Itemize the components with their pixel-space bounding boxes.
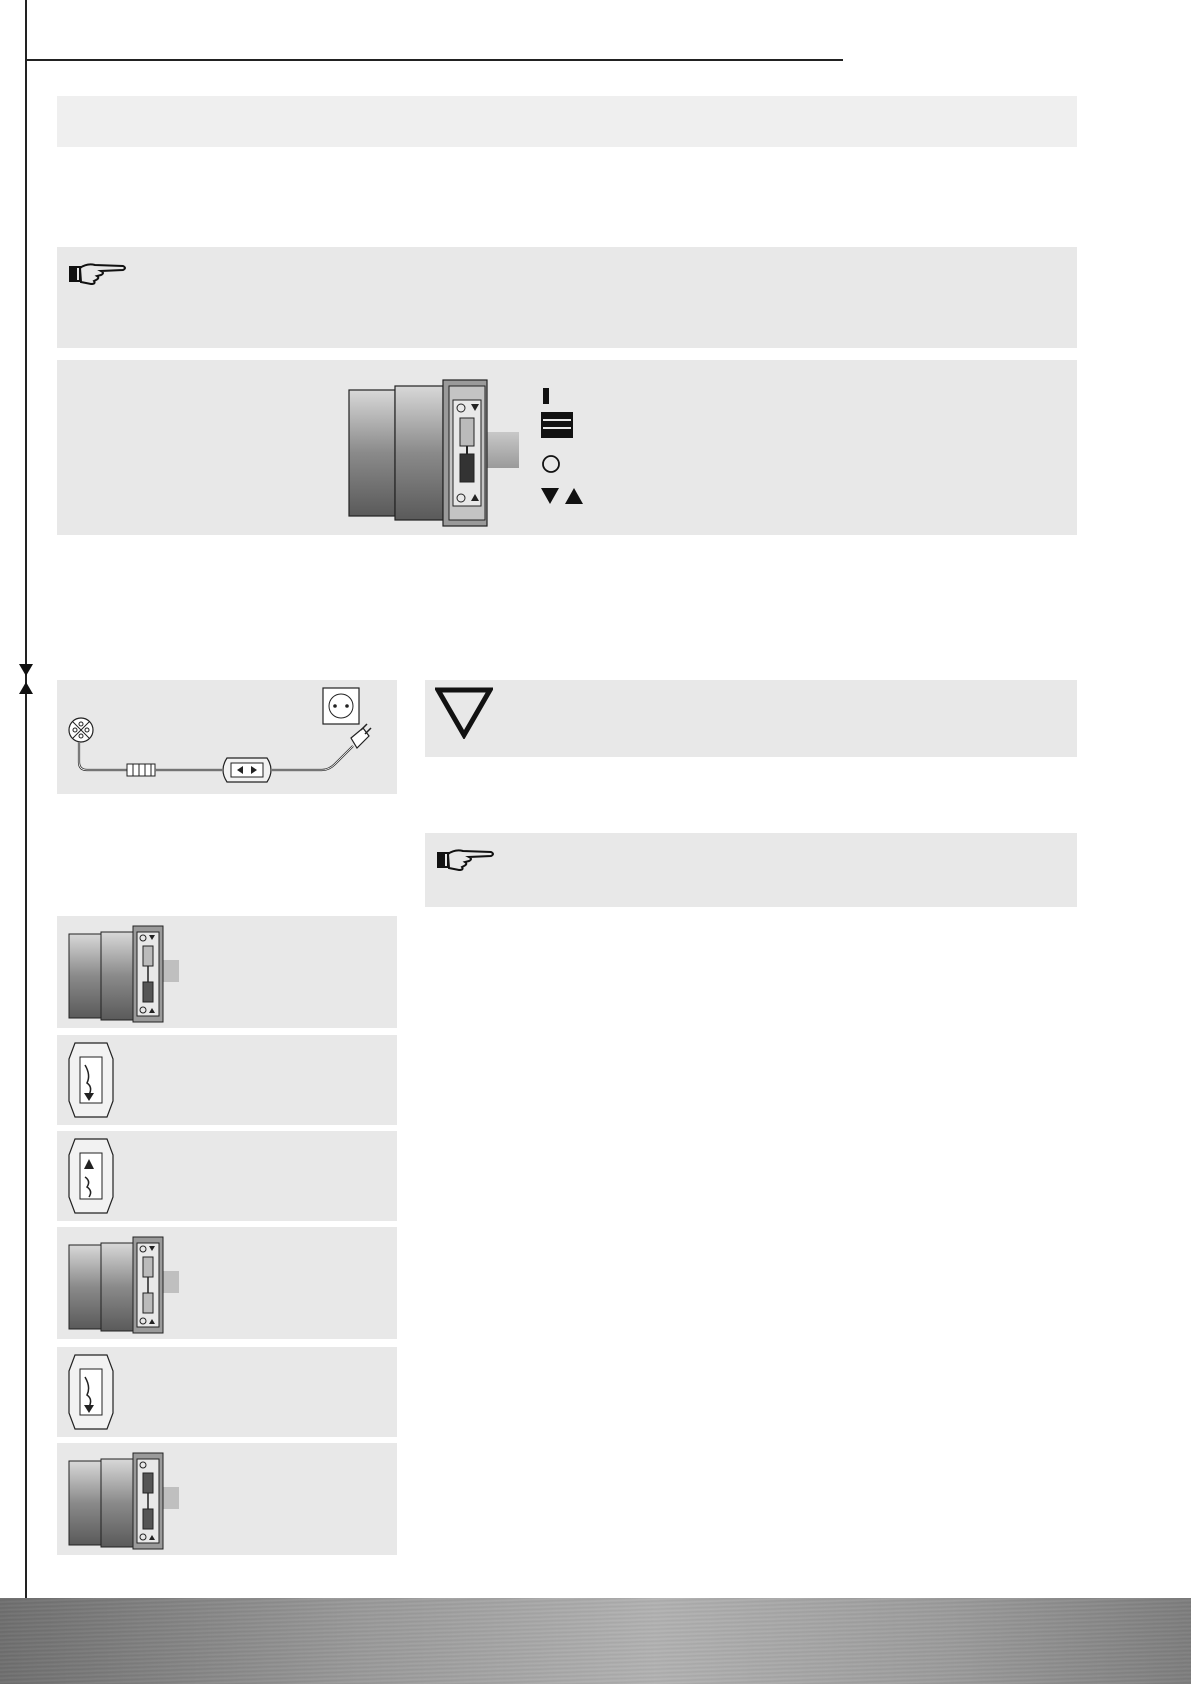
note-panel-2 xyxy=(425,833,1077,907)
on-bar-icon xyxy=(543,388,549,404)
step-panel-switch-3 xyxy=(57,1347,397,1437)
switch-up-icon xyxy=(67,1135,115,1217)
warning-panel xyxy=(425,680,1077,757)
step-panel-motor-3 xyxy=(57,1443,397,1555)
wiring-diagram xyxy=(57,680,397,794)
motor-diagram-panel xyxy=(57,360,1077,535)
margin-line xyxy=(25,0,27,1600)
switch-down-icon xyxy=(67,1039,115,1121)
note-panel xyxy=(57,247,1077,348)
connection-diagram-panel xyxy=(57,680,397,794)
step-panel-switch-2 xyxy=(57,1131,397,1221)
title-bar xyxy=(57,96,1077,147)
header-rule xyxy=(25,59,843,61)
margin-marker-icon xyxy=(17,662,35,696)
motor-head-small-diagram xyxy=(67,1449,197,1551)
stripes-icon xyxy=(541,412,573,438)
motor-head-diagram xyxy=(347,370,647,530)
direction-arrows-icon xyxy=(541,486,585,506)
off-circle-icon xyxy=(541,454,561,474)
warning-triangle-icon xyxy=(435,687,493,739)
footer-band xyxy=(0,1598,1191,1684)
pointing-hand-icon xyxy=(435,845,497,875)
motor-head-small-diagram xyxy=(67,1233,197,1335)
step-panel-motor-2 xyxy=(57,1227,397,1339)
step-panel-switch-1 xyxy=(57,1035,397,1125)
pointing-hand-icon xyxy=(67,259,129,289)
step-panel-motor-1 xyxy=(57,916,397,1028)
motor-head-small-diagram xyxy=(67,922,197,1024)
switch-down-icon xyxy=(67,1351,115,1433)
